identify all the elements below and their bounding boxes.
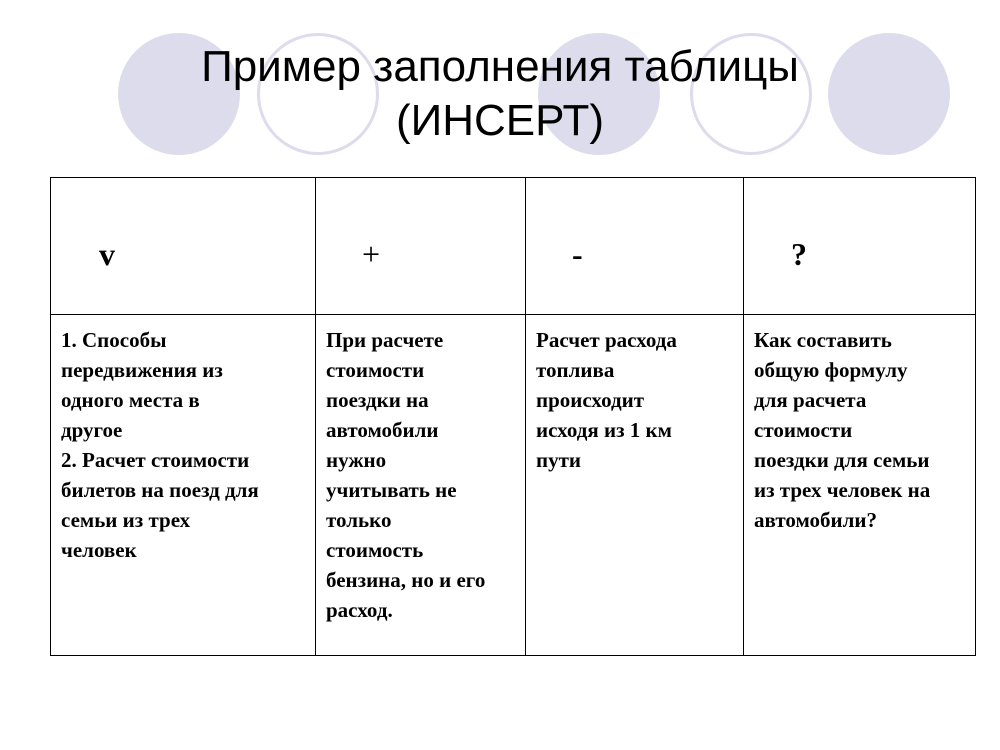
table-cell-contradicts [526,315,744,656]
table-cell-new [316,315,526,656]
cell-text-new: При расчете стоимости поездки на автомобили нужно учитывать не только стоимость бензина, но и его расход. [326,328,486,622]
header-cell-known [51,178,316,315]
cell-text-known: 1. Способы передвижения из одного места в другое 2. Расчет стоимости билетов на поезд для семьи из трех человек [61,328,259,562]
header-cell-new [316,178,526,315]
slide-title-line-1: Пример заполнения таблицы [201,42,799,91]
insert-table [50,177,976,656]
cell-text-questions: Как составить общую формулу для расчета стоимости поездки для семьи из трех человек на автомобили? [754,328,931,532]
header-symbol-minus: - [572,236,583,272]
header-symbol-v: v [99,236,115,272]
table-cell-known [51,315,316,656]
slide-title [0,40,1000,148]
header-symbol-plus: + [362,236,381,272]
table-row [51,315,976,656]
header-cell-questions [744,178,976,315]
slide-title-line-2: (ИНСЕРТ) [395,96,605,145]
table-header-row [51,178,976,315]
cell-text-contradicts: Расчет расхода топлива происходит исходя из 1 км пути [536,328,677,472]
table-cell-questions [744,315,976,656]
header-cell-contradicts [526,178,744,315]
header-symbol-question: ? [791,236,807,272]
